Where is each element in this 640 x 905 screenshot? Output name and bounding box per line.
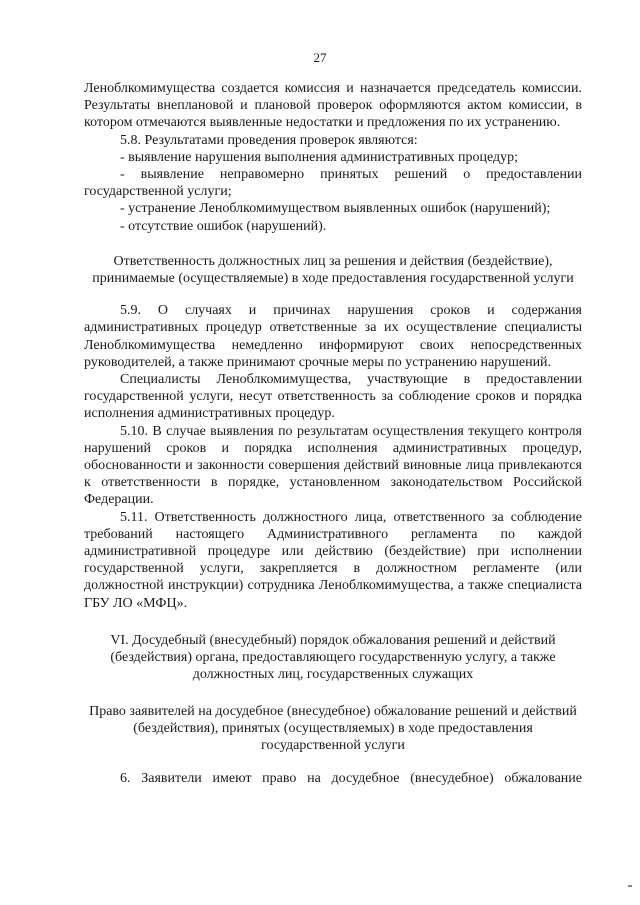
list-item-unlawful-decisions: - выявление неправомерно принятых решений о предоставлении государственной услуги; (84, 167, 582, 200)
list-item-violation: - выявление нарушения выполнения административных процедур; (120, 149, 518, 165)
paragraph-commission: Леноблкомимущества создается комиссия и назначается председатель комиссии. Результаты внеплановой и плановой проверок оформляются актом комиссии, в котором отмечаются выявленные недостатки и предложения по их устранению. (84, 81, 582, 131)
document-body (84, 80, 582, 787)
paragraph-5-9: 5.9. О случаях и причинах нарушения сроков и содержания административных процедур ответственные за их осуществление специалисты Леноблкомимущества немедленно информируют своих непосредственных руководителей, а также принимают срочные меры по устранению нарушений. (84, 303, 582, 370)
paragraph-5-11: 5.11. Ответственность должностного лица, ответственного за соблюдение требований настоящего Административного регламента по каждой административной процедуре или действию (бездействие) при исполнении государственной услуги, закрепляется в должностном регламенте (или должностной инструкции) сотрудника Леноблкомимущества, а также специалиста ГБУ ЛО «МФЦ». (84, 509, 582, 611)
paragraph-6: 6. Заявители имеют право на досудебное (внесудебное) обжалование (120, 771, 582, 787)
scan-mark (628, 885, 632, 887)
paragraph-5-10: 5.10. В случае выявления по результатам осуществления текущего контроля нарушений сроков и порядка исполнения административных процедур, обоснованности и законности совершения действий виновные лица привлекаются к ответственности в порядке, установленном законодательством Российской Федерации. (84, 423, 582, 508)
list-item-elimination: - устранение Леноблкомимуществом выявленных ошибок (нарушений); (120, 201, 551, 217)
paragraph-specialists: Специалисты Леноблкомимущества, участвующие в предоставлении государственной услуги, несут ответственность за соблюдение сроков и порядка исполнения административных процедур. (84, 372, 582, 422)
section-heading-responsibility: Ответственность должностных лиц за решения и действия (бездействие), принимаемые (осуществляемые) в ходе предоставления государственной услуги (92, 253, 574, 287)
section-heading-appeal-right: Право заявителей на досудебное (внесудебное) обжалование решений и действий (бездействия), принятых (осуществляемых) в ходе предоставления государственной услуги (89, 703, 577, 753)
paragraph-5-8: 5.8. Результатами проведения проверок являются: (120, 132, 418, 148)
list-item-absence: - отсутствие ошибок (нарушений). (120, 218, 327, 234)
section-heading-vi: VI. Досудебный (внесудебный) порядок обжалования решений и действий (бездействия) органа, предоставляющего государственную услугу, а также должностных лиц, государственных служащих (110, 632, 556, 683)
page-number: 27 (313, 50, 327, 65)
